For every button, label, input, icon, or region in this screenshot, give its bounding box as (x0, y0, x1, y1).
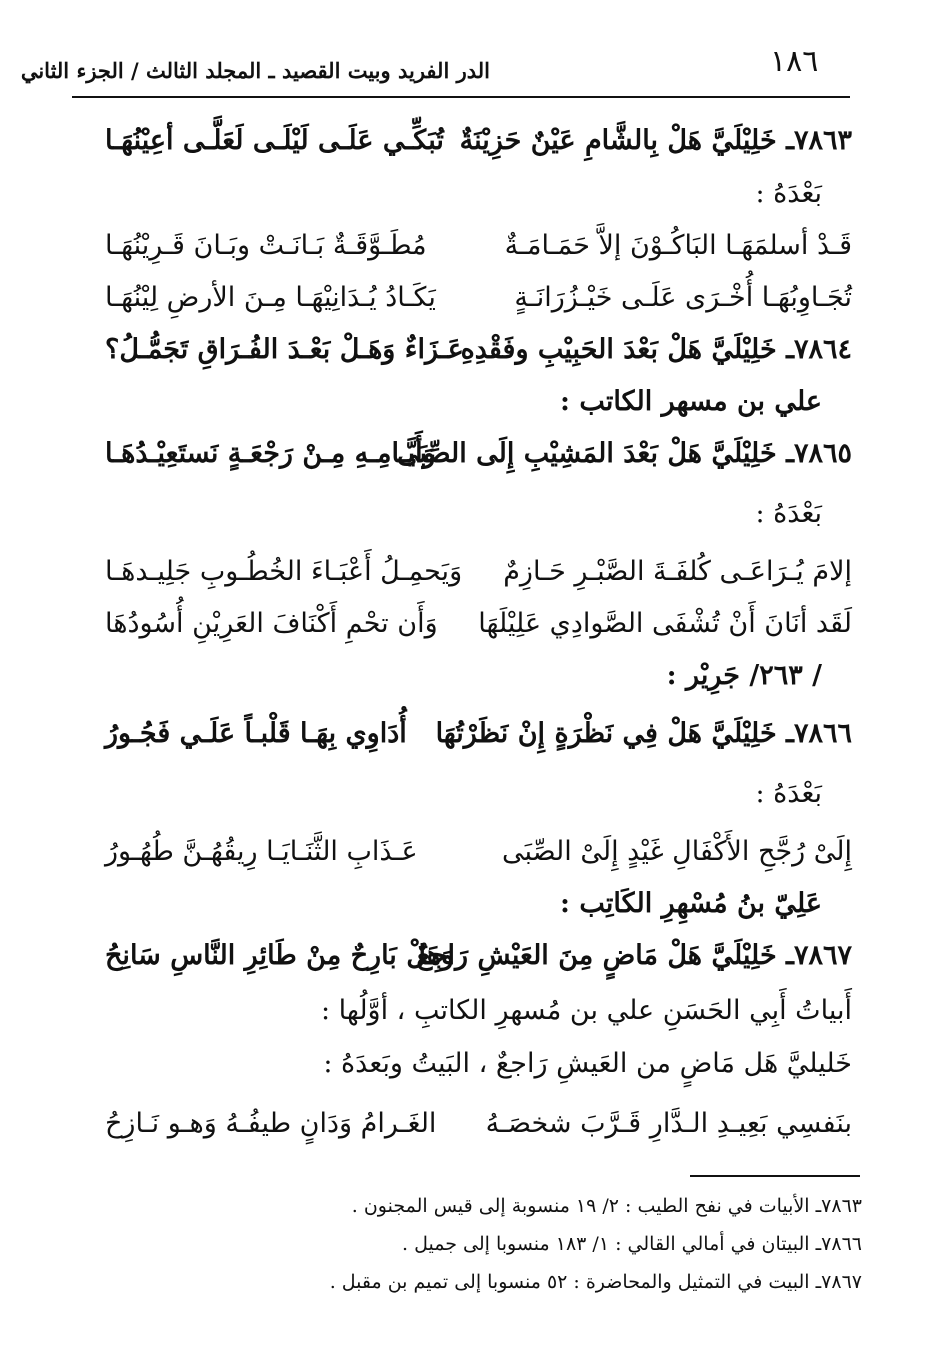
first-hemistich: تُجَـاوِبُهَـا أُخْـرَى عَلَـى خَيْـزُرَانَـةٍ (514, 282, 852, 313)
first-hemistich: قَـدْ أسلمَهَـا البَاكُـوْنَ إلاَّ حَمَـامَـةٌ (504, 230, 852, 261)
second-hemistich: عَـزَاءٌ وَهَـلْ بَعْـدَ الفُـرَاقِ تَجَمُّـلُ؟ (105, 334, 464, 365)
verse-line (0, 438, 947, 484)
attribution-text: علي بن مسهر الكاتب : (560, 386, 822, 417)
first-hemistich: ٧٨٦٦ـ خَلِيْلَيَّ هَلْ فِي نَظْرَةٍ إِنْ نَظَرْتُهَا (435, 718, 852, 749)
footnote-7867: ٧٨٦٧ـ البيت في التمثيل والمحاضرة : ٥٢ منسوبا إلى تميم بن مقبل . (329, 1271, 862, 1293)
verse-line (0, 940, 947, 986)
first-hemistich: ٧٨٦٥ـ خَلِيْلَيَّ هَلْ بَعْدَ المَشِيْبِ إِلَى الصِّبَى (396, 438, 852, 469)
attribution-text: بَعْدَهُ : (755, 778, 822, 809)
attribution-line (0, 386, 947, 432)
first-hemistich: ٧٨٦٧ـ خَلِيْلَيَّ هَلْ مَاضٍ مِنَ العَيْشِ رَاجِعٌ (416, 940, 852, 971)
running-header-title: الدر الفريد وبيت القصيد ـ المجلد الثالث / الجزء الثاني (20, 58, 490, 83)
verse-line (0, 334, 947, 380)
attribution-text: بَعْدَهُ : (755, 178, 822, 209)
first-hemistich: إِلَىْ رُجَّحِ الأَكْفَالِ غَيْدٍ إِلَىْ الصِّبَى (501, 836, 852, 867)
attribution-text: / ٢٦٣/ جَرِيْر : (666, 660, 822, 691)
first-hemistich: لَقَد أنَانَ أَنْ تُشْفَى الصَّوادِي عَلِيْلَهَا (478, 608, 852, 639)
second-hemistich: يَكَـادُ يُـدَانِيْهَـا مِـنَ الأرضِ لِيْنُهَـا (105, 282, 436, 313)
second-hemistich: مُطَـوَّقَـةٌ بَـانَـتْ وبَـانَ قَـرِيْنُهَـا (105, 230, 427, 261)
verse-line (0, 556, 947, 602)
second-hemistich: الغَـرامُ وَدَانٍ طيفُـهُ وَهـو نَـازِحُ (105, 1108, 437, 1139)
footnote-divider (690, 1175, 860, 1177)
verse-line (0, 125, 947, 171)
attribution-line (0, 498, 947, 544)
attribution-line (0, 660, 947, 706)
first-hemistich: ٧٨٦٣ـ خَلِيْلَيَّ هَلْ بِالشَّامِ عَيْنٌ حَزِيْنَةٌ (459, 125, 852, 156)
first-hemistich: بنَفسِي بَعِيـدِ الـدَّارِ قَـرَّبَ شخصَـهُ (485, 1108, 852, 1139)
header-divider (72, 96, 850, 98)
verse-line (0, 1108, 947, 1154)
verse-line (0, 230, 947, 276)
second-hemistich: وَأَيَّـامِـهِ مِـنْ رَجْعَـةٍ نَستَعِيْـدُهَـا (105, 438, 436, 469)
footnote-7863: ٧٨٦٣ـ الأبيات في نفح الطيب : ٢/ ١٩ منسوبة إلى قيس المجنون . (351, 1195, 862, 1217)
page-number: ١٨٦ (770, 44, 819, 79)
second-hemistich: وَأَن تحْمِ أَكْنَافَ العَرِيْنِ أُسُودُهَا (105, 608, 438, 639)
second-hemistich: أُدَاوِي بِهَـا قَلْبـاً عَلَـي فَجُـورُ (105, 718, 407, 749)
first-hemistich: ٧٨٦٤ـ خَلِيْلَيَّ هَلْ بَعْدَ الحَبِيْبِ وفَقْدِهِ (460, 334, 852, 365)
attribution-text: بَعْدَهُ : (755, 498, 822, 529)
attribution-text: عَلِيّ بنُ مُسْهِرِ الكَاتِب : (560, 888, 822, 919)
verse-line (0, 608, 947, 654)
first-hemistich: إلامَ يُـرَاعَـى كُلفَـةَ الصَّبْـرِ حَـازِمٌ (503, 556, 852, 587)
second-hemistich: وَيَحمِـلُ أَعْبَـاءَ الخُطُـوبِ جَلِيـدهَـا (105, 556, 463, 587)
prose-text: أَبياتُ أَبِي الحَسَنِ علي بن مُسهرِ الكاتبِ ، أوَّلُها : (320, 995, 852, 1026)
second-hemistich: تُبَكِّـي عَلَـى لَيْلَـى لَعَلَّـى أعِيْنُهَـا (105, 125, 444, 156)
second-hemistich: عَـذَابِ الثَّنَـايَـا رِيقُهُـنَّ طُهُـورُ (105, 836, 418, 867)
attribution-line (0, 888, 947, 934)
second-hemistich: وَهَلْ بَارِحٌ مِنْ طَائِرِ النَّاسِ سَانِحُ (105, 940, 454, 971)
prose-line (0, 1048, 947, 1094)
verse-line (0, 718, 947, 764)
footnote-7866: ٧٨٦٦ـ البيتان في أمالي القالي : ١/ ١٨٣ منسوبا إلى جميل . (402, 1233, 862, 1255)
attribution-line (0, 178, 947, 224)
verse-line (0, 836, 947, 882)
prose-line (0, 995, 947, 1041)
attribution-line (0, 778, 947, 824)
prose-text: خَليليَّ هَل مَاضٍ من العَيشِ رَاجعٌ ، البَيتُ وبَعدَهُ : (323, 1048, 852, 1079)
verse-line (0, 282, 947, 328)
